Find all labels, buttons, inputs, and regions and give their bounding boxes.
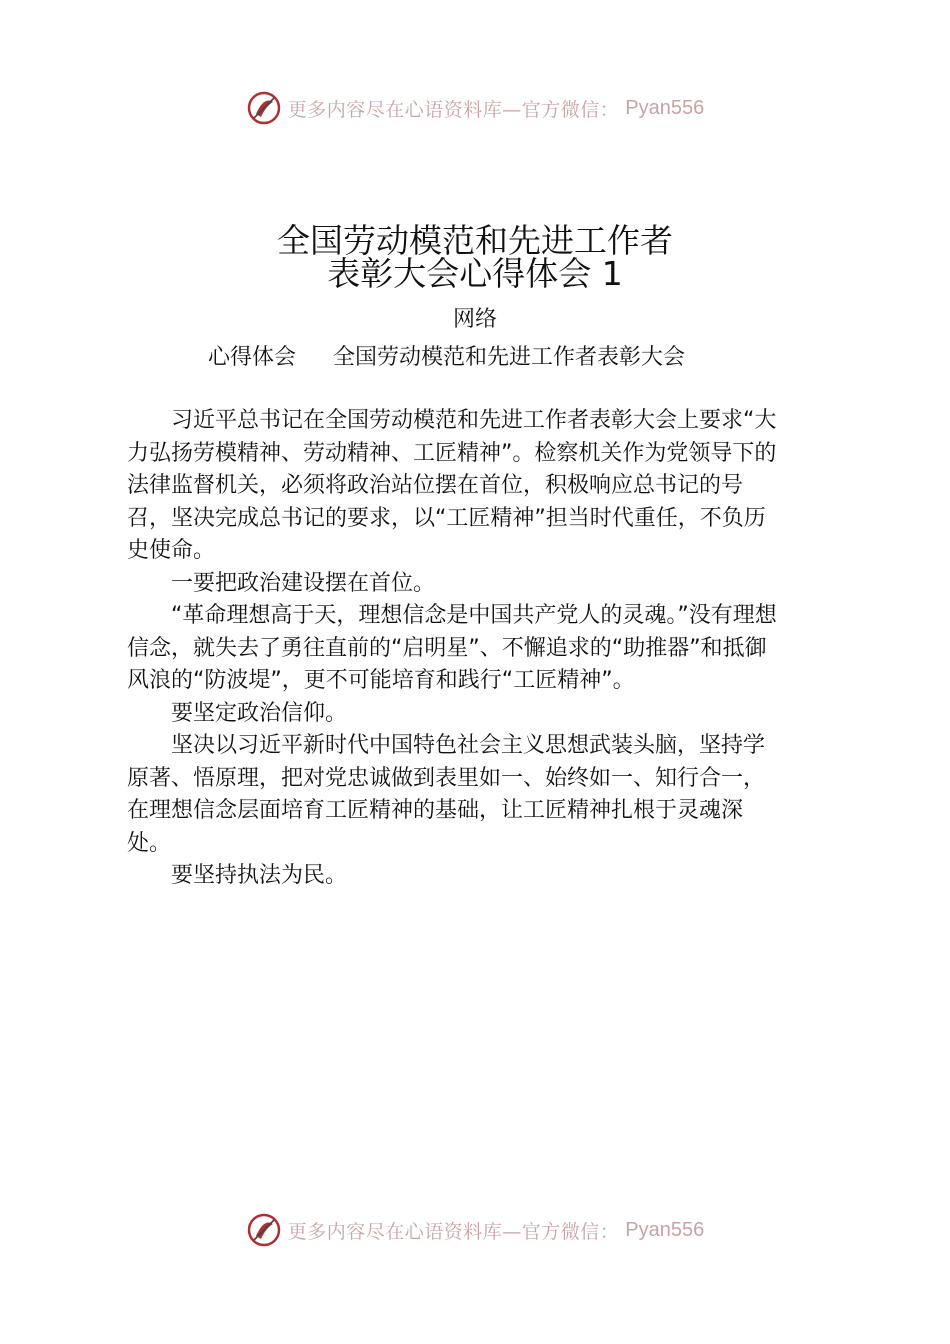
tag-list <box>208 340 715 371</box>
document-body <box>127 405 777 893</box>
paragraph: “革命理想高于天，理想信念是中国共产党人的灵魂。”没有理想信念，就失去了勇往直前的“启明星”、不懈追求的“助推器”和抵御风浪的“防波堤”，更不可能培育和践行“工匠精神”。 <box>127 603 777 693</box>
title-line-1: 全国劳动模范和先进工作者 <box>277 221 673 260</box>
paragraph: 坚决以习近平新时代中国特色社会主义思想武装头脑，坚持学原著、悟原理，把对党忠诚做到表里如一、始终如一、知行合一，在理想信念层面培育工匠精神的基础，让工匠精神扎根于灵魂深处。 <box>127 733 766 856</box>
author: 网络 <box>452 307 497 332</box>
tag: 全国劳动模范和先进工作者表彰大会 <box>333 345 686 370</box>
banner-wechat-id: Pyan556 <box>625 1218 705 1241</box>
banner-text: 更多内容尽在心语资料库—官方微信： <box>287 1220 620 1243</box>
header-watermark-banner <box>0 88 950 128</box>
paragraph: 习近平总书记在全国劳动模范和先进工作者表彰大会上要求“大力弘扬劳模精神、劳动精神、工匠精神”。检察机关作为党领导下的法律监督机关，必须将政治站位摆在首位，积极响应总书记的号召，坚决完成总书记的要求，以“工匠精神”担当时代重任，不负历史使命。 <box>127 408 777 563</box>
paragraph: 要坚定政治信仰。 <box>171 700 348 726</box>
logo-icon <box>246 1212 282 1248</box>
tag: 心得体会 <box>208 345 297 370</box>
logo-icon <box>246 90 282 126</box>
paragraph: 要坚持执法为民。 <box>171 863 348 888</box>
paragraph: 一要把政治建设摆在首位。 <box>171 570 436 596</box>
title-line-2: 表彰大会心得体会 1 <box>327 254 623 293</box>
document-title <box>0 221 950 293</box>
footer-watermark-banner <box>0 1210 950 1250</box>
banner-text: 更多内容尽在心语资料库—官方微信： <box>287 98 620 121</box>
banner-wechat-id: Pyan556 <box>625 96 705 119</box>
